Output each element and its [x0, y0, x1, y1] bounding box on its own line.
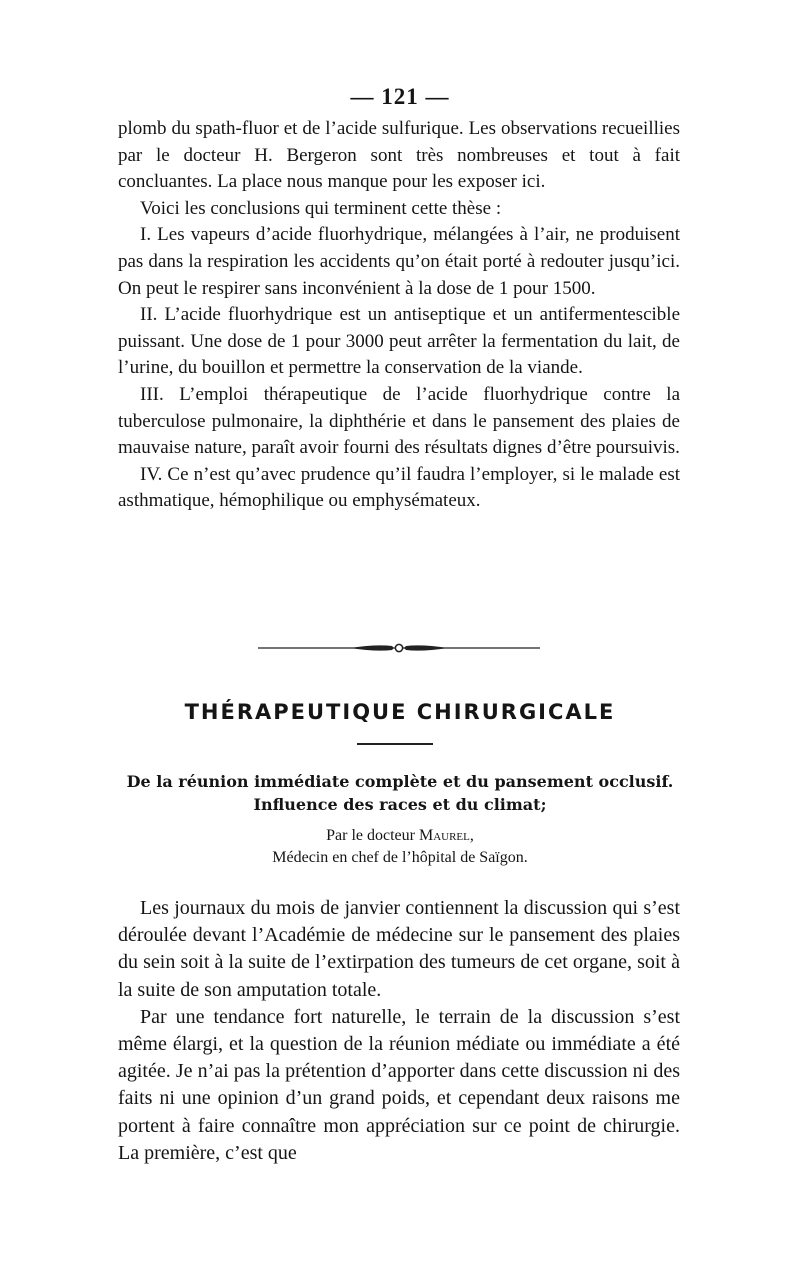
ornamental-divider	[258, 637, 540, 659]
article-title-line: Influence des races et du climat;	[253, 795, 547, 814]
author-role: Médecin en chef de l’hôpital de Saïgon.	[272, 849, 528, 866]
paragraph: Les journaux du mois de janvier contiennent la discussion qui s’est déroulée devant l’Académie de médecine sur le pansement des plaies du sein soit à la suite de l’extirpation des tumeurs de cet organe, soit à la suite de son amputation totale.	[118, 897, 680, 1001]
conclusion-item: III. L’emploi thérapeutique de l’acide fluorhydrique contre la tuberculose pulmonaire, la diphthérie et dans le pansement des plaies de mauvaise nature, paraît avoir fourni des résultats dignes d’être poursuivis.	[118, 383, 680, 459]
article-title	[100, 770, 700, 816]
conclusion-item: I. Les vapeurs d’acide fluorhydrique, mélangées à l’air, ne produisent pas dans la respiration les accidents qu’on était porté à redouter jusqu’ici. On peut le respirer sans inconvénient à la dose de 1 pour 1500.	[118, 224, 680, 299]
author-line	[0, 825, 800, 847]
conclusion-item: II. L’acide fluorhydrique est un antiseptique et un antifermentescible puissant. Une dose de 1 pour 3000 peut arrêter la fermentation du lait, de l’urine, du bouillon et permettre la conservation de la viande.	[118, 304, 680, 379]
author-prefix: Par le docteur	[326, 827, 415, 844]
paragraph: plomb du spath-fluor et de l’acide sulfurique. Les observations recueillies par le docteur H. Bergeron sont très nombreuses et tout à fait concluantes. La place nous manque pour les exposer ici.	[118, 118, 680, 193]
paragraph: Voici les conclusions qui terminent cette thèse :	[140, 197, 502, 219]
byline	[0, 825, 800, 869]
conclusion-item: IV. Ce n’est qu’avec prudence qu’il faudra l’employer, si le malade est asthmatique, hémophilique ou emphysémateux.	[118, 463, 680, 512]
section-title: THÉRAPEUTIQUE CHIRURGICALE	[184, 700, 616, 724]
author-name: Maurel,	[418, 827, 474, 844]
upper-text-block	[118, 116, 680, 515]
page-number: — 121 —	[350, 84, 450, 109]
article-title-line: De la réunion immédiate complète et du pansement occlusif.	[126, 772, 674, 791]
lower-text-block	[118, 895, 680, 1167]
title-rule	[357, 743, 433, 745]
paragraph: Par une tendance fort naturelle, le terrain de la discussion s’est même élargi, et la question de la réunion médiate ou immédiate a été agitée. Je n’ai pas la prétention d’apporter dans cette discussion ni des faits ni une opinion d’un grand poids, et cependant deux raisons me portent à faire connaître mon appréciation sur ce point de chirurgie. La première, c’est que	[118, 1005, 680, 1164]
